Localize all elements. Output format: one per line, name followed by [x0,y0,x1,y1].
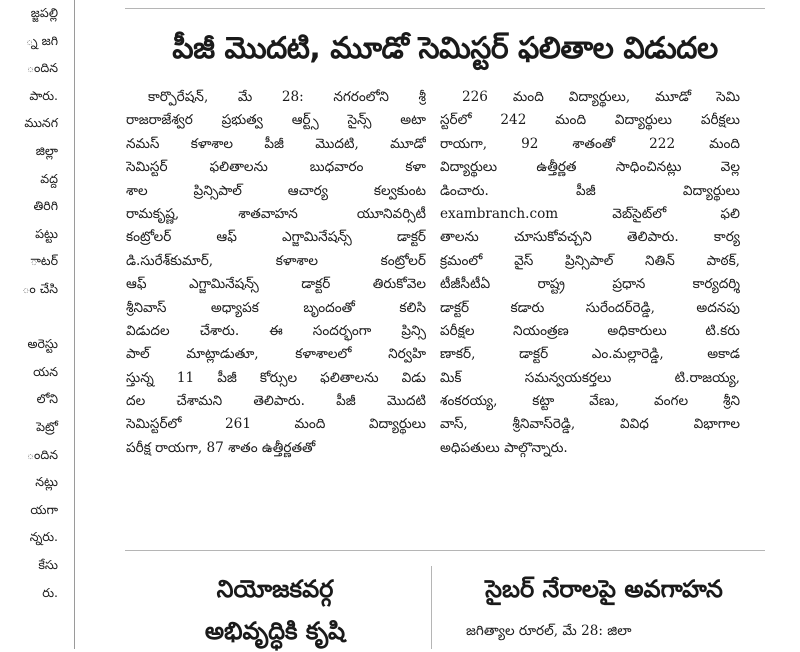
column-divider-left [74,0,75,649]
left-column-fragment: తిరిగి [33,198,58,214]
left-column-fragment: ్న జగి [26,32,58,48]
article-text-line: కార్పొరేషన్, మే 28: నగరంలోని శ్రీ [148,89,426,105]
article-text-line: పరీక్షల నియంత్రణ అధికారులు టి.కరు [440,322,740,339]
article-text-line: సెమిస్టర్ ఫలితాలను బుధవారం కళా [126,159,426,176]
left-column-fragment: రు. [42,584,58,600]
section-rule [125,550,765,551]
left-column-fragment: పెట్రో [36,419,58,434]
left-column-fragment: న్నరు. [29,529,58,545]
article-text-line: దల చేశామని తెలిపారు. పీజీ మొదటి [126,393,426,410]
article-text-line: పాల్ మాట్లాడుతూ, కళాశాలలో నిర్వహి [126,346,426,363]
article-text-line: శంకరయ్య, కట్టా వేణు, వంగల శ్రీని [440,393,740,410]
article-text-line: 226 మంది విద్యార్థులు, మూడో సెమి [462,89,740,105]
article-text-line: టీజీసీటీఏ రాష్ట్ర ప్రధాన కార్యదర్శి [440,276,740,293]
left-column-fragment: ందిన [26,60,58,76]
article-column-2 [440,86,740,460]
article-text-line: ఆఫ్ ఎగ్జామినేషన్స్ డాక్టర్ తిరుకోవెల [126,276,426,293]
article-headline: పీజీ మొదటి, మూడో సెమిస్టర్ ఫలితాల విడుదల [172,31,718,66]
left-column-fragment: పారు. [29,87,58,103]
left-column-fragment: మునగ [24,115,58,131]
article-text-line: విడుదల చేశారు. ఈ సందర్భంగా ప్రిన్సి [126,322,426,339]
sub-article-a-headline-line2: అభివృద్ధికి కృషి [204,617,346,645]
sub-article-b-headline: సైబర్ నేరాలపై అవగాహన [485,575,723,603]
article-text-line: సెమిస్టర్‌లో 261 మంది విద్యార్థులు [126,416,426,433]
left-column-fragment: అరెస్టు [27,336,58,352]
article-text-line: అధిపతులు పాల్గొన్నారు. [440,439,568,456]
top-rule [125,8,765,9]
column-divider-bottom [431,566,432,649]
left-cropped-column [0,0,62,649]
left-column-fragment: వద్ద [40,170,58,186]
left-column-fragment: కేసు [38,557,58,572]
article-text-line: శ్రీనివాస్ అధ్యాపక బృందంతో కలిసి [126,299,426,316]
article-text-line: పరీక్ష రాయగా, 87 శాతం ఉత్తీర్ణతతో [126,439,316,456]
article-text-line: రాయగా, 92 శాతంతో 222 మంది [440,135,740,152]
left-column-fragment: ందిన [26,446,58,462]
left-column-fragment: జ్జపల్లి [30,5,58,20]
sub-article-b-body: జగిత్యాల రూరల్, మే 28: జిలా [466,623,632,639]
article-text-line: తాలను చూసుకోవచ్చని తెలిపారు. కార్య [440,229,740,246]
article-text-line: శాల ప్రిన్సిపాల్ ఆచార్య కల్వకుంట [126,182,426,199]
article-text-line: స్తున్న 11 పీజీ కోర్సుల ఫలితాలను విడు [126,369,426,386]
article-text-line: కంట్రోలర్ ఆఫ్ ఎగ్జామినేషన్స్ డాక్టర్ [126,229,426,246]
article-text-line: వాస్, శ్రీనివాస్‌రెడ్డి, వివిధ విభాగాల [440,416,740,433]
article-text-line: మిక్ సమన్వయకర్తలు టి.రాజయ్య, [440,369,740,386]
article-text-line: స్టర్‌లో 242 మంది విద్యార్థులు పరీక్షలు [440,112,740,129]
article-text-line: నమస్ కళాశాల పీజీ మొదటి, మూడో [126,135,426,152]
article-text-line: రాజరాజేశ్వర ప్రభుత్వ ఆర్ట్స్ సైన్స్ అటా [126,112,426,129]
left-column-fragment: లోని [36,391,58,407]
sub-article-a-headline-line1: నియోజకవర్గ [216,575,334,603]
article-text-line: విద్యార్థులు ఉత్తీర్ణత సాధించినట్లు వెల్ల [440,159,740,176]
left-column-fragment: నట్లు [35,474,58,490]
left-column-fragment: యగా [30,501,58,517]
article-text-line: exambranch.com వెబ్‌సైట్‌లో ఫలి [440,205,740,222]
left-column-fragment: జిల్లా [35,143,58,158]
article-text-line: డాక్టర్ కడారు సురేందర్‌రెడ్డి, అదనపు [440,299,740,316]
sub-article-a-headline [130,568,420,652]
article-column-1 [126,86,426,460]
article-text-line: డి.సురేశ్‌కుమార్, కళాశాల కంట్రోలర్ [126,252,426,269]
left-column-fragment: పట్టు [35,225,58,241]
article-text-line: ణాకర్, డాక్టర్ ఎం.మల్లారెడ్డి, అకాడ [440,346,740,363]
left-column-fragment: ాటర్ [30,253,58,269]
article-text-line: రామకృష్ణ, శాతవాహన యూనివర్సిటీ [126,205,426,222]
article-text-line: డించారు. పీజీ విద్యార్థులు [440,182,740,199]
left-column-fragment: ం చేసి [22,281,58,296]
article-text-line: క్రమంలో వైస్ ప్రిన్సిపాల్ నితిన్ పాఠక్, [440,252,740,269]
left-column-fragment: యన [33,363,58,379]
